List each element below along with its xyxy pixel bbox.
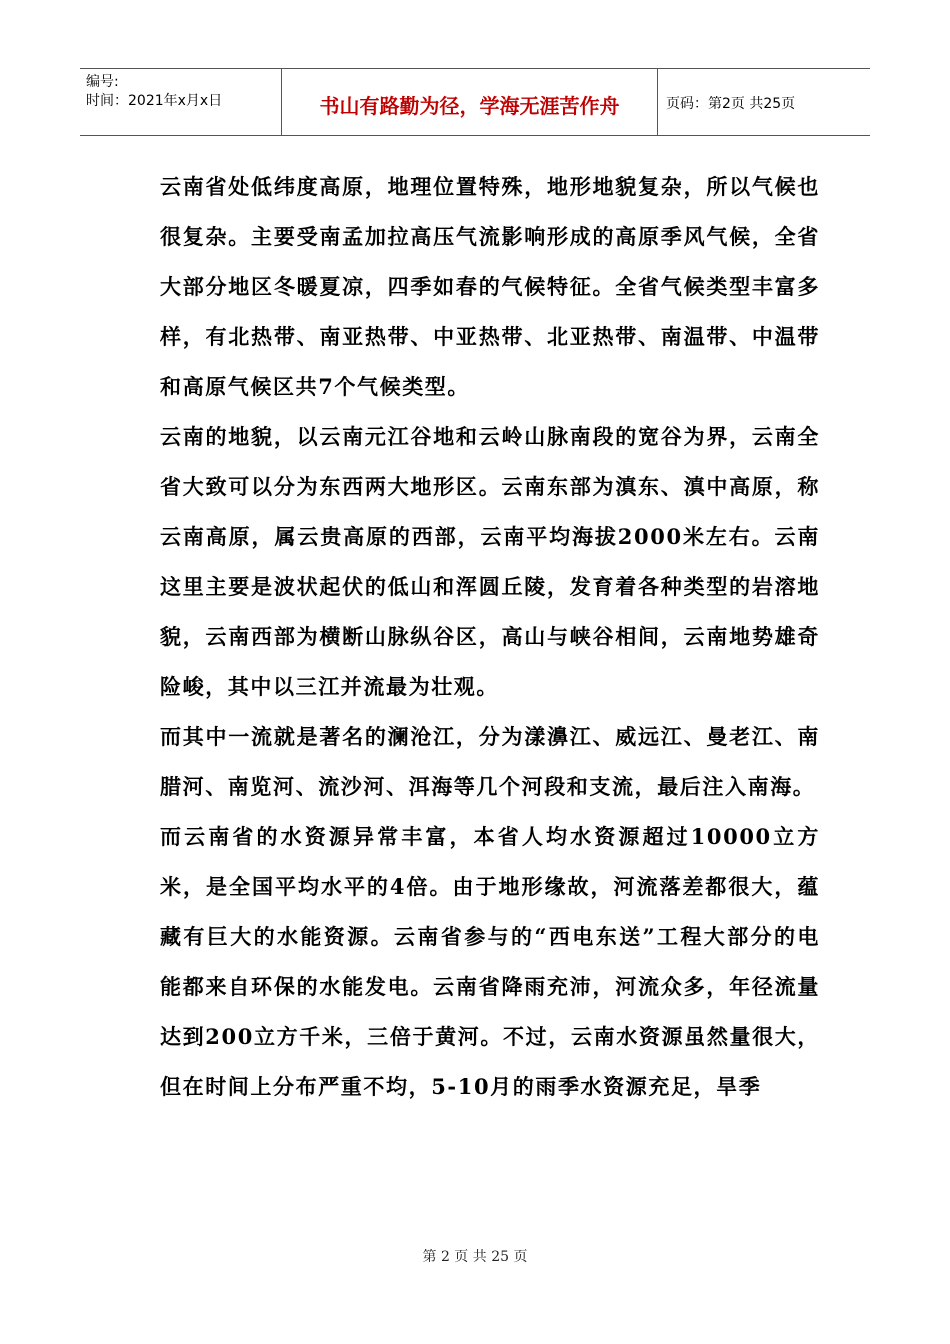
paragraph-landform: 云南的地貌，以云南元江谷地和云岭山脉南段的宽谷为界，云南全省大致可以分为东西两大地形区。云南东部为滇东、滇中高原，称云南高原，属云贵高原的西部，云南平均海拔2000米左右。云南这里主要是波状起伏的低山和浑圆丘陵，发育着各种类型的岩溶地貌，云南西部为横断山脉纵谷区，高山与峡谷相间，云南地势雄奇险峻，其中以三江并流最为壮观。 — [160, 424, 820, 699]
paragraph-water-resources: 而云南省的水资源异常丰富，本省人均水资源超过10000立方米，是全国平均水平的4倍。由于地形缘故，河流落差都很大，蕴藏有巨大的水能资源。云南省参与的“西电东送”工程大部分的电能都来自环保的水能发电。云南省降雨充沛，河流众多，年径流量达到200立方千米，三倍于黄河。不过，云南水资源虽然量很大，但在时间上分布严重不均，5-10月的雨季水资源充足，旱季 — [160, 824, 820, 1099]
header-meta — [80, 69, 282, 135]
paragraph-climate: 云南省处低纬度高原，地理位置特殊，地形地貌复杂，所以气候也很复杂。主要受南孟加拉高压气流影响形成的高原季风气候，全省大部分地区冬暖夏凉，四季如春的气候特征。全省气候类型丰富多样，有北热带、南亚热带、中亚热带、北亚热带、南温带、中温带和高原气候区共7个气候类型。 — [160, 174, 820, 399]
page-footer: 第 2 页 共 25 页 — [422, 1249, 528, 1265]
time-label: 时间：2021年x月x日 — [86, 93, 223, 109]
header-page-info: 页码：第2页 共25页 — [666, 96, 796, 112]
serial-label: 编号: — [86, 74, 119, 90]
page-header — [80, 68, 870, 136]
paragraph-lancang-river: 而其中一流就是著名的澜沧江，分为漾濞江、威远江、曼老江、南腊河、南览河、流沙河、洱海等几个河段和支流，最后注入南海。 — [160, 724, 820, 799]
document-body — [160, 162, 820, 1112]
header-motto: 书山有路勤为径，学海无涯苦作舟 — [282, 69, 658, 135]
